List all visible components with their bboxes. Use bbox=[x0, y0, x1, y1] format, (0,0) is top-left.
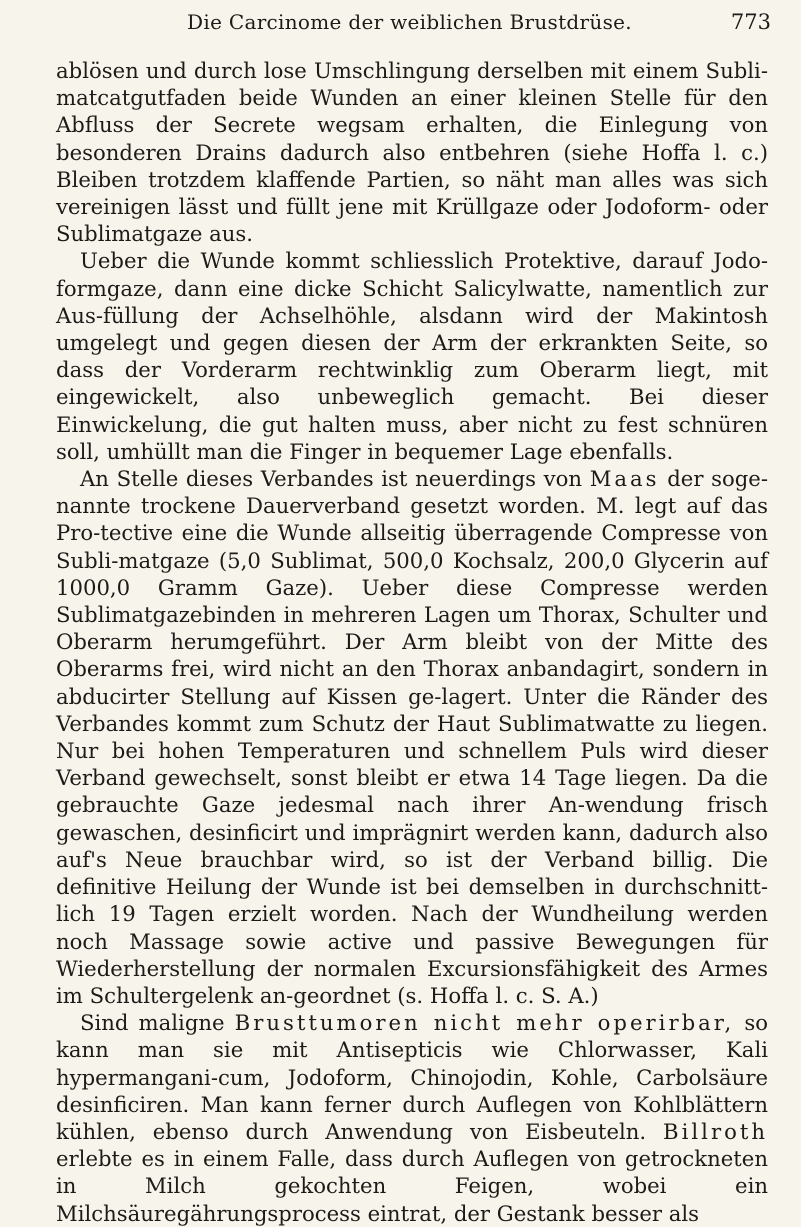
paragraph-4-middle: so kann man sie mit Antisepticis wie Chlorwasser, Kali hypermangani-cum, Jodoform, Chinojodin, Kohle, Carbolsäure desinficiren. Man kann ferner durch Auflegen von Kohlblättern kühlen, ebenso durch Anwendung von Eisbeuteln. bbox=[56, 1010, 768, 1144]
paragraph-4-rest: erlebte es in einem Falle, dass durch Auflegen von getrockneten in Milch gekochten Feigen, wobei ein Milchsäuregährungsprocess eintrat, der Gestank besser als bbox=[56, 1146, 768, 1226]
body-text bbox=[56, 57, 768, 1227]
emphasis-phrase: Brusttumoren nicht mehr operirbar, bbox=[234, 1010, 735, 1036]
paragraph-4-lead: Sind maligne bbox=[80, 1010, 235, 1036]
paragraph-3-rest: der soge-nannte trockene Dauerverband gesetzt worden. M. legt auf das Pro-tective eine die Wunde allseitig überragende Compresse von Subli-matgaze (5,0 Sublimat, 500,0 Kochsalz, 200,0 Glycerin auf 1000,0 Gramm Gaze). Ueber diese Compresse werden Sublimatgazebinden in mehreren Lagen um Thorax, Schulter und Oberarm herumgeführt. Der Arm bleibt von der Mitte des Oberarms frei, wird nicht an den Thorax anbandagirt, sondern in abducirter Stellung auf Kissen ge-lagert. Unter die Ränder des Verbandes kommt zum Schutz der Haut Sublimatwatte zu liegen. Nur bei hohen Temperaturen und schnellem Puls wird dieser Verband gewechselt, sonst bleibt er etwa 14 Tage liegen. Da die gebrauchte Gaze jedesmal nach ihrer An-wendung frisch gewaschen, desinficirt und imprägnirt werden kann, dadurch also auf's Neue brauchbar wird, so ist der Verband billig. Die definitive Heilung der Wunde ist bei demselben in durchschnitt-lich 19 Tagen erzielt worden. Nach der Wundheilung werden noch Massage sowie active und passive Bewegungen für Wiederherstellung der normalen Excursionsfähigkeit des Armes im Schultergelenk an-geordnet (s. Hoffa l. c. S. A.) bbox=[56, 466, 769, 1008]
paragraph-3 bbox=[56, 465, 768, 1009]
page-header bbox=[48, 6, 771, 40]
author-name-billroth: Billroth bbox=[663, 1118, 768, 1144]
running-title: Die Carcinome der weiblichen Brustdrüse. bbox=[187, 10, 632, 34]
author-name-maas: Maas bbox=[589, 466, 660, 492]
paragraph-1: ablösen und durch lose Umschlingung derselben mit einem Subli-matcatgutfaden beide Wunden an einer kleinen Stelle für den Abfluss der Secrete wegsam erhalten, die Einlegung von besonderen Drains dadurch also entbehren (siehe Hoffa l. c.) Bleiben trotzdem klaffende Partien, so näht man alles was sich vereinigen lässt und füllt jene mit Krüllgaze oder Jodoform- oder Sublimatgaze aus. bbox=[56, 58, 768, 247]
paragraph-3-lead: An Stelle dieses Verbandes ist neuerdings von bbox=[80, 466, 590, 492]
paragraph-4 bbox=[56, 1009, 768, 1227]
paragraph-2: Ueber die Wunde kommt schliesslich Protektive, darauf Jodo-formgaze, dann eine dicke Schicht Salicylwatte, namentlich zur Aus-füllung der Achselhöhle, alsdann wird der Makintosh umgelegt und gegen diesen der Arm der erkrankten Seite, so dass der Vorderarm rechtwinklig zum Oberarm liegt, mit eingewickelt, also unbeweglich gemacht. Bei dieser Einwickelung, die gut halten muss, aber nicht zu fest schnüren soll, umhüllt man die Finger in bequemer Lage ebenfalls. bbox=[56, 248, 768, 464]
page-number: 773 bbox=[730, 10, 771, 34]
